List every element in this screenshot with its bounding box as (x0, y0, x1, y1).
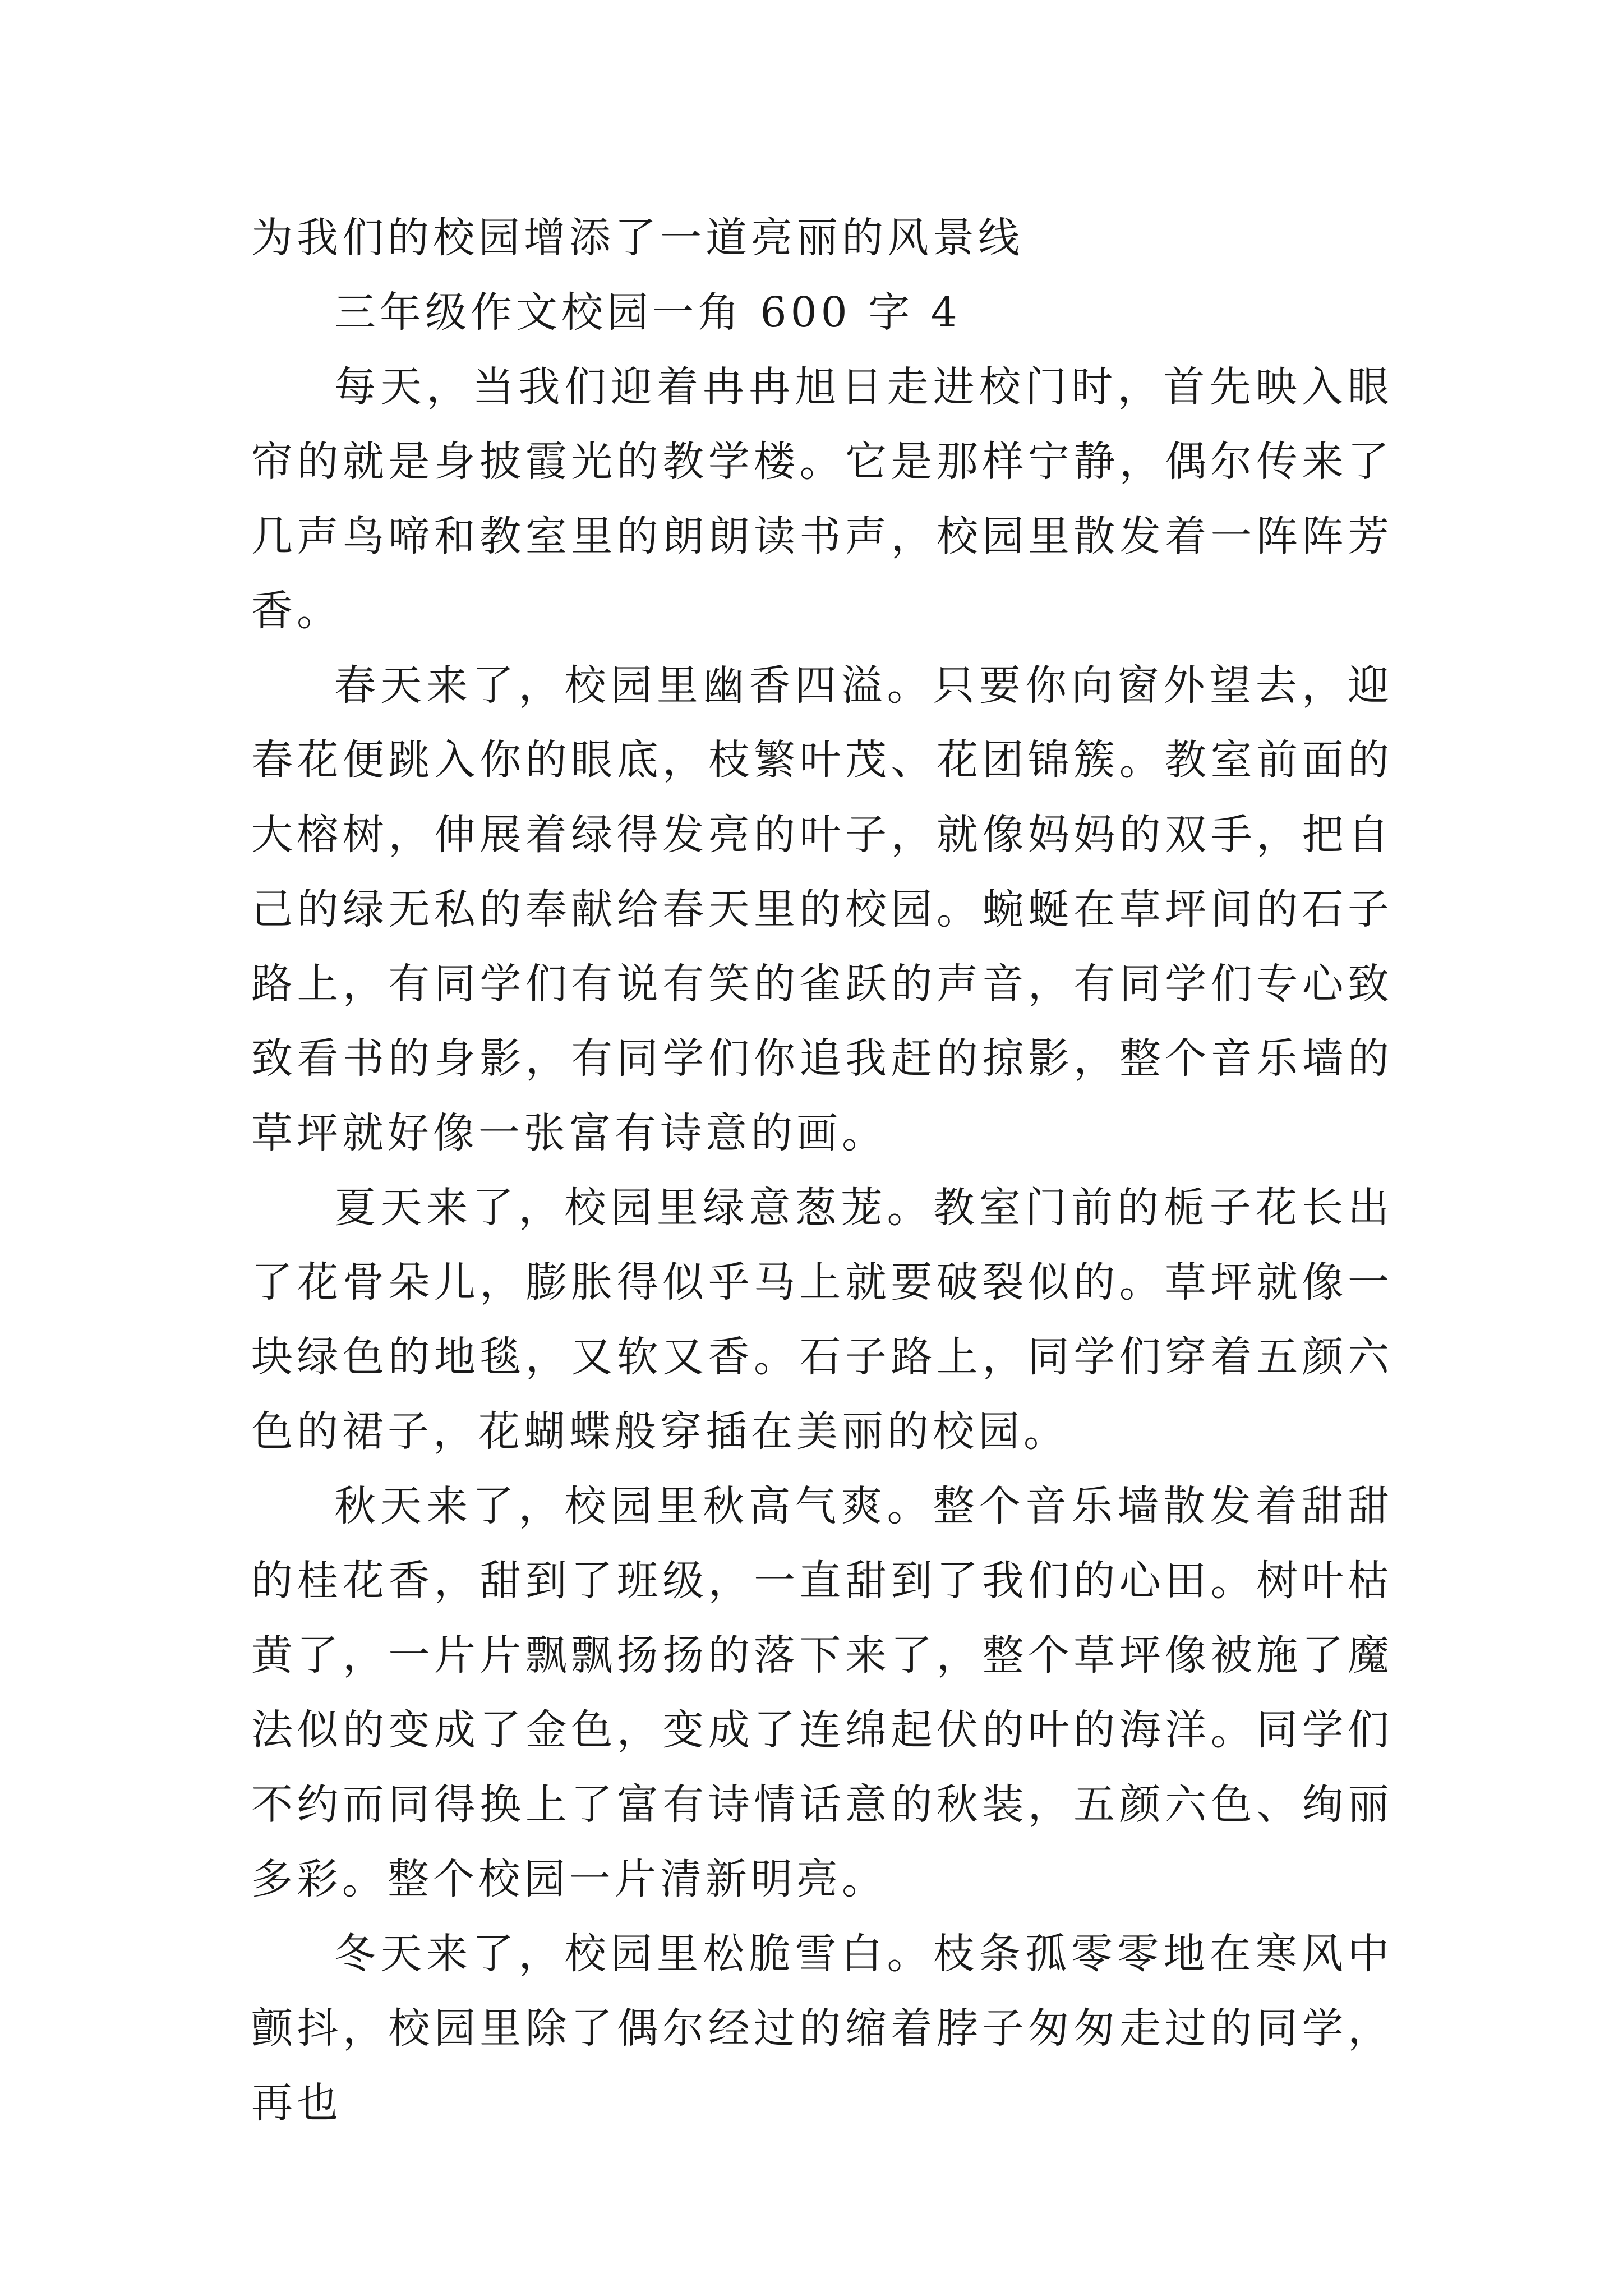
paragraph-winter: 冬天来了，校园里松脆雪白。枝条孤零零地在寒风中颤抖，校园里除了偶尔经过的缩着脖子匆匆走过的同学，再也 (251, 1930, 1393, 2127)
essay-title: 三年级作文校园一角 600 字 4 (334, 288, 961, 337)
paragraph-autumn: 秋天来了，校园里秋高气爽。整个音乐墙散发着甜甜的桂花香，甜到了班级，一直甜到了我们的心田。树叶枯黄了，一片片飘飘扬扬的落下来了，整个草坪像被施了魔法似的变成了金色，变成了连绵起伏的叶的海洋。同学们不约而同得换上了富有诗情话意的秋装，五颜六色、绚丽多彩。整个校园一片清新明亮。 (251, 1482, 1393, 1903)
paragraph-summer: 夏天来了，校园里绿意葱茏。教室门前的栀子花长出了花骨朵儿，膨胀得似乎马上就要破裂似的。草坪就像一块绿色的地毯，又软又香。石子路上，同学们穿着五颜六色的裙子，花蝴蝶般穿插在美丽的校园。 (251, 1184, 1393, 1456)
document-body (251, 201, 1393, 2141)
paragraph-intro: 每天，当我们迎着冉冉旭日走进校门时，首先映入眼帘的就是身披霞光的教学楼。它是那样宁静，偶尔传来了几声鸟啼和教室里的朗朗读书声，校园里散发着一阵阵芳香。 (251, 363, 1393, 635)
paragraph-spring: 春天来了，校园里幽香四溢。只要你向窗外望去，迎春花便跳入你的眼底，枝繁叶茂、花团锦簇。教室前面的大榕树，伸展着绿得发亮的叶子，就像妈妈的双手，把自己的绿无私的奉献给春天里的校园。蜿蜒在草坪间的石子路上，有同学们有说有笑的雀跃的声音，有同学们专心致致看书的身影，有同学们你追我赶的掠影，整个音乐墙的草坪就好像一张富有诗意的画。 (251, 661, 1393, 1157)
paragraph-continuation: 为我们的校园增添了一道亮丽的风景线 (251, 214, 1023, 262)
